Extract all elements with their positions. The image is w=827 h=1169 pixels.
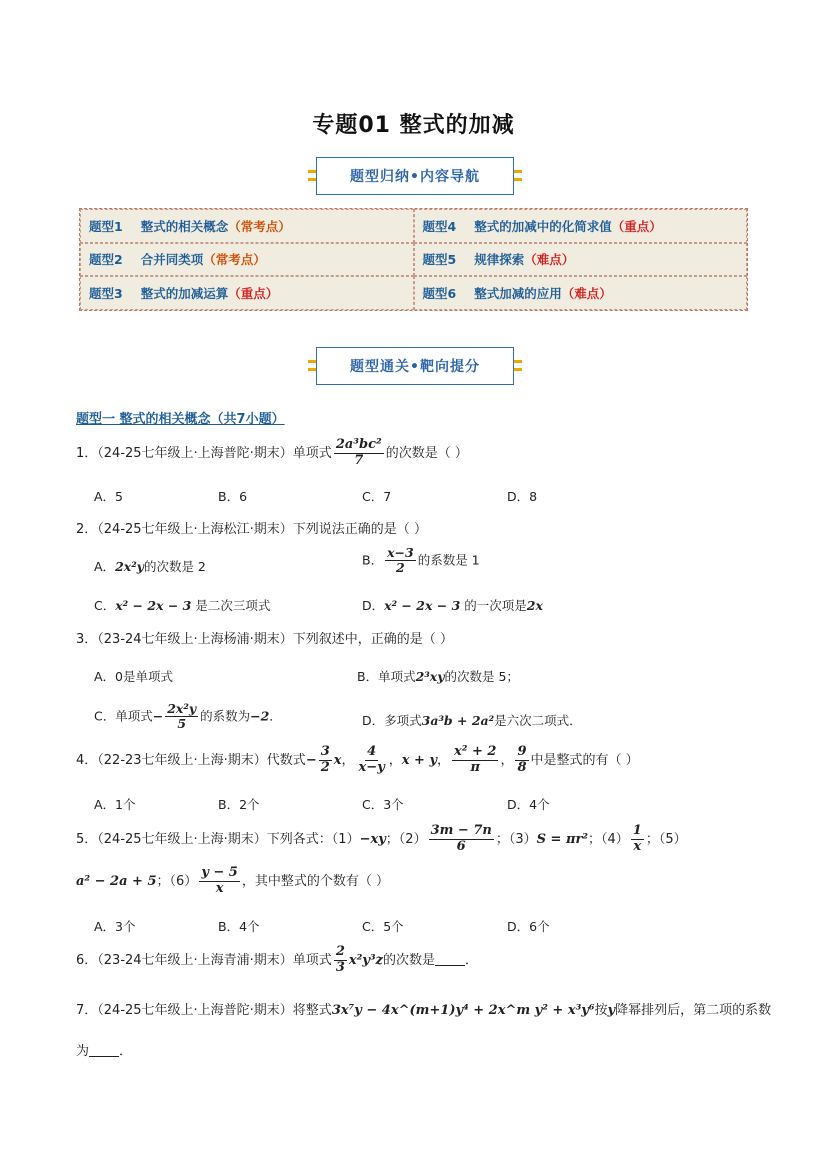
nav-tag: （常考点） [228, 218, 291, 234]
nav-name: 整式的相关概念 [140, 218, 229, 234]
question-tail: 的次数是（ ） [385, 445, 468, 461]
option-a[interactable]: A．2x²y的次数是 2 [94, 559, 206, 574]
question-stem: 1．（24-25七年级上·上海普陀·期末）单项式 [76, 445, 332, 461]
option-d[interactable]: D．多项式3a³b + 2a²是六次二项式． [362, 713, 582, 728]
nav-tag: （难点） [561, 286, 612, 302]
option-b[interactable]: B． $\frac{x-3}{2}$ 的系数是 1 [362, 545, 480, 576]
option-d[interactable]: D．x² − 2x − 3 的一次项是2x [362, 598, 543, 613]
option-c[interactable]: C．单项式− $\frac{\text{2x²y}}{5}$ 的系数为−2． [94, 701, 282, 732]
nav-tag: （重点） [611, 218, 662, 234]
option-d[interactable]: D．6个 [507, 919, 550, 934]
option-a[interactable]: A．1个 [94, 797, 136, 812]
nav-item[interactable] [414, 243, 748, 277]
option-d[interactable]: D．4个 [507, 797, 550, 812]
nav-name: 规律探索 [474, 252, 525, 268]
nav-item[interactable] [80, 243, 414, 277]
option-a[interactable]: A．5 [94, 489, 124, 504]
nav-num: 题型2 [89, 252, 123, 268]
question-3: 3．（23-24七年级上·上海杨浦·期末）下列叙述中，正确的是（ ） [76, 632, 453, 647]
nav-num: 题型3 [89, 286, 123, 302]
question-1 [76, 438, 468, 469]
nav-item[interactable] [414, 276, 748, 310]
nav-num: 题型5 [422, 252, 457, 268]
nav-tag: （重点） [228, 286, 279, 302]
answer-blank[interactable] [89, 1044, 119, 1057]
option-c[interactable]: C．x² − 2x − 3 是二次三项式 [94, 598, 271, 613]
question-2: 2．（24-25七年级上·上海松江·期末）下列说法正确的是（ ） [76, 522, 427, 537]
nav-num: 题型6 [422, 286, 457, 302]
fraction: $\frac{\text{2a³bc²}}{7}$ [335, 437, 382, 468]
option-b[interactable]: B．4个 [218, 919, 260, 934]
nav-item[interactable] [414, 209, 748, 243]
option-b[interactable]: B．单项式2³xy的次数是 5； [357, 669, 519, 684]
question-6: 6．（23-24七年级上·上海青浦·期末）单项式 $\frac{2}{3}$ x²y³z的次数是 ． [76, 944, 478, 975]
question-5: 5．（24-25七年级上·上海·期末）下列各式：（1）−xy；（2） $\frac{3m - 7n}{6}$ ；（3）S = πr²；（4） $\frac{1}{x}$ ；（5） [76, 823, 687, 854]
option-c[interactable]: C．7 [362, 489, 392, 504]
option-a[interactable]: A．0是单项式 [94, 669, 174, 684]
nav-num: 题型1 [89, 218, 123, 234]
practice-banner [308, 347, 522, 385]
question-4: 4．（22-23七年级上·上海·期末）代数式− $\frac{3}{2}$ x， $\frac{4}{x-y}$ ，x + y， $\frac{\text{x² + 2}}{\pi}$ ， $\frac{9}{8}$ 中是整式的有（ ） [76, 744, 639, 775]
banner-label: 题型归纳•内容导航 [316, 157, 514, 195]
nav-item[interactable] [80, 209, 414, 243]
nav-num: 题型4 [422, 218, 457, 234]
question-5-line-2: a² − 2a + 5；（6） $\frac{y - 5}{x}$ ，其中整式的个数有（ ） [76, 865, 389, 896]
nav-tag: （难点） [524, 252, 575, 268]
option-a[interactable]: A．3个 [94, 919, 136, 934]
option-b[interactable]: B．6 [218, 489, 248, 504]
option-b[interactable]: B．2个 [218, 797, 260, 812]
nav-name: 合并同类项 [140, 252, 204, 268]
question-7-line-2: 为 ． [76, 1044, 133, 1059]
nav-banner [308, 157, 522, 195]
option-c[interactable]: C．3个 [362, 797, 404, 812]
nav-name: 整式的加减中的化简求值 [474, 218, 612, 234]
nav-name: 整式加减的应用 [474, 286, 562, 302]
banner-label: 题型通关•靶向提分 [316, 347, 514, 385]
nav-tag: （常考点） [203, 252, 266, 268]
option-d[interactable]: D．8 [507, 489, 538, 504]
answer-blank[interactable] [435, 953, 465, 966]
page-title: 专题01 整式的加减 [312, 113, 515, 138]
option-c[interactable]: C．5个 [362, 919, 404, 934]
nav-item[interactable] [80, 276, 414, 310]
question-7: 7．（24-25七年级上·上海普陀·期末）将整式3x⁷y − 4x^(m+1)y⁴ + 2x^m y² + x³y⁶按y降幂排列后，第二项的系数 [76, 1003, 772, 1018]
nav-name: 整式的加减运算 [140, 286, 229, 302]
topic-nav-table [79, 208, 748, 311]
section-heading: 题型一 整式的相关概念（共7小题） [76, 412, 285, 427]
